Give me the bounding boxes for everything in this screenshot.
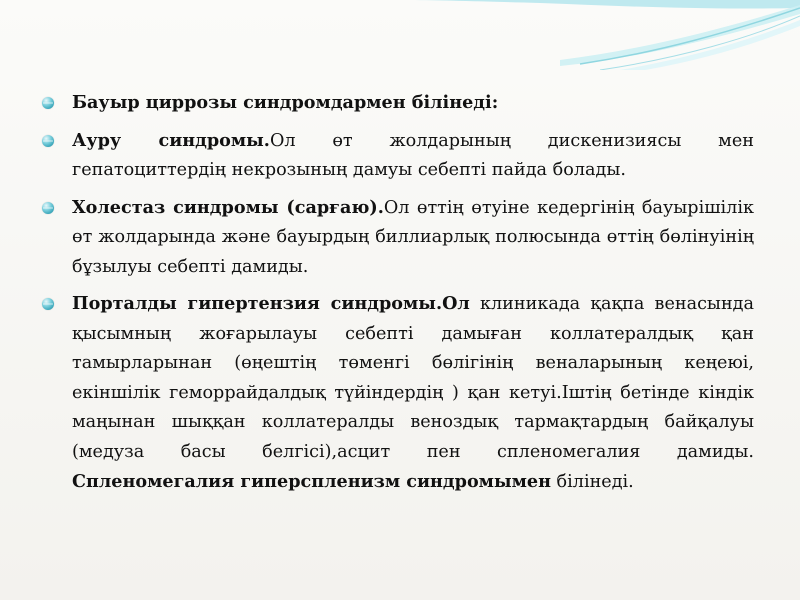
item-lead: Ауру синдромы. — [72, 129, 270, 151]
item-text: Ол өттің өтуіне кедергінің бауырішілік өт жолдарында және бауырдың биллиарлық полюсында өттің бөлінуінің бұзылуы себепті дамиды. — [72, 197, 754, 277]
bullet-icon — [42, 298, 54, 310]
item-heading: Бауыр циррозы синдромдармен білінеді: — [72, 92, 499, 113]
bullet-icon — [42, 202, 54, 214]
bullet-list — [40, 88, 754, 505]
item-lead-2: Спленомегалия гиперспленизм синдромымен — [72, 471, 551, 492]
bullet-icon — [42, 97, 54, 109]
item-text: клиникада қақпа венасында қысымның жоғарылауы себепті дамыған коллатералдық қан тамырларынан (өңештің төменгі бөлігінің веналарының кеңеюі, екіншілік геморрайдалдық түйіндердің ) қан кетуі.Іштің бетінде кіндік маңынан шыққан коллатералды веноздық тармақтардың байқалуы (медуза басы белгісі),асцит пен спленомегалия дамиды. — [72, 294, 754, 462]
wave-line-2 — [600, 16, 800, 70]
bullet-icon — [42, 135, 54, 147]
list-item — [40, 126, 754, 186]
item-text: Ол өт жолдарының дискенизиясы мен гепатоциттердің некрозының дамуы себепті пайда болады. — [72, 130, 754, 180]
list-item — [40, 88, 754, 119]
slide-title-fragment — [300, 0, 440, 12]
item-text-2: білінеді. — [550, 472, 634, 492]
item-lead: Порталды гипертензия синдромы.Ол — [72, 293, 470, 314]
list-item — [40, 289, 754, 498]
item-lead: Холестаз синдромы (сарғаю). — [72, 196, 384, 218]
list-item — [40, 193, 754, 283]
